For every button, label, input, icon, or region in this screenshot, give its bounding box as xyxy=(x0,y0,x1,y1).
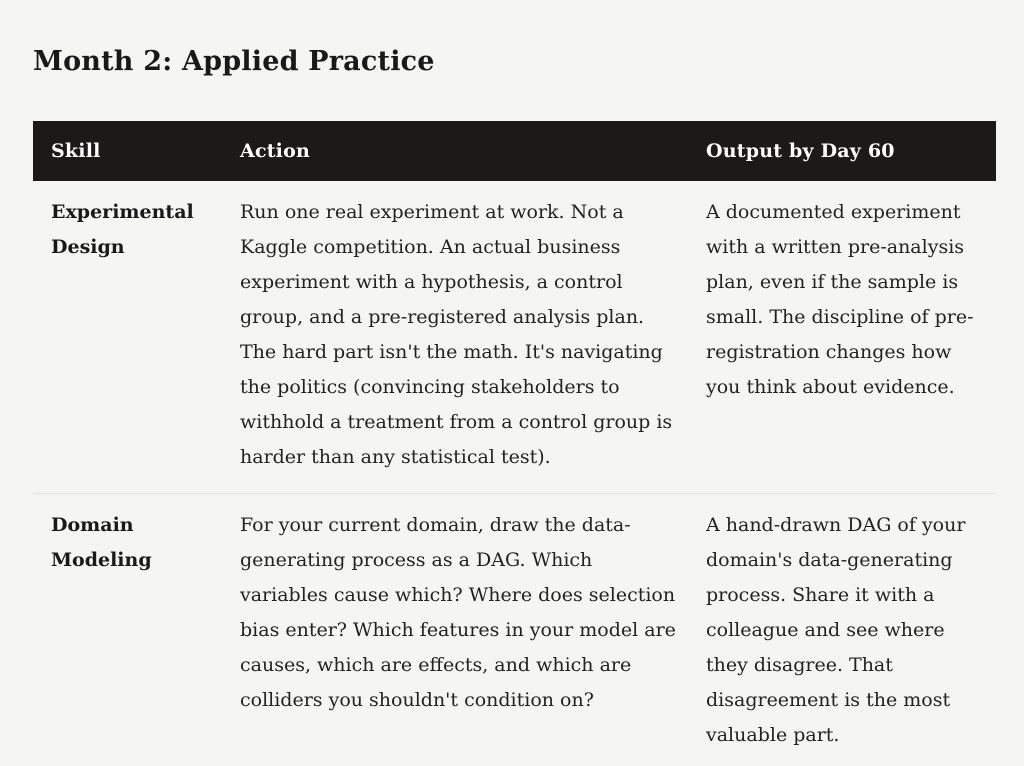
skill-cell: Experimental Design xyxy=(33,181,240,494)
skills-table xyxy=(33,121,996,766)
output-cell: A hand-drawn DAG of your domain's data-generating process. Share it with a colleague and see where they disagree. That disagreement is the most valuable part. xyxy=(706,494,996,766)
output-cell: A documented experiment with a written pre-analysis plan, even if the sample is small. The discipline of pre-registration changes how you think about evidence. xyxy=(706,181,996,494)
table-row-domain-modeling xyxy=(33,494,996,766)
table-row-experimental-design xyxy=(33,181,996,494)
action-cell: For your current domain, draw the data-generating process as a DAG. Which variables cause which? Where does selection bias enter? Which features in your model are causes, which are effects, and which are colliders you shouldn't condition on? xyxy=(240,494,706,766)
table-header-row xyxy=(33,121,996,181)
column-header-action: Action xyxy=(240,121,706,181)
page-title: Month 2: Applied Practice xyxy=(33,46,435,77)
column-header-skill: Skill xyxy=(33,121,240,181)
column-header-output: Output by Day 60 xyxy=(706,121,996,181)
skill-cell: Domain Modeling xyxy=(33,494,240,766)
action-cell: Run one real experiment at work. Not a Kaggle competition. An actual business experiment with a hypothesis, a control group, and a pre-registered analysis plan. The hard part isn't the math. It's navigating the politics (convincing stakeholders to withhold a treatment from a control group is harder than any statistical test). xyxy=(240,181,706,494)
